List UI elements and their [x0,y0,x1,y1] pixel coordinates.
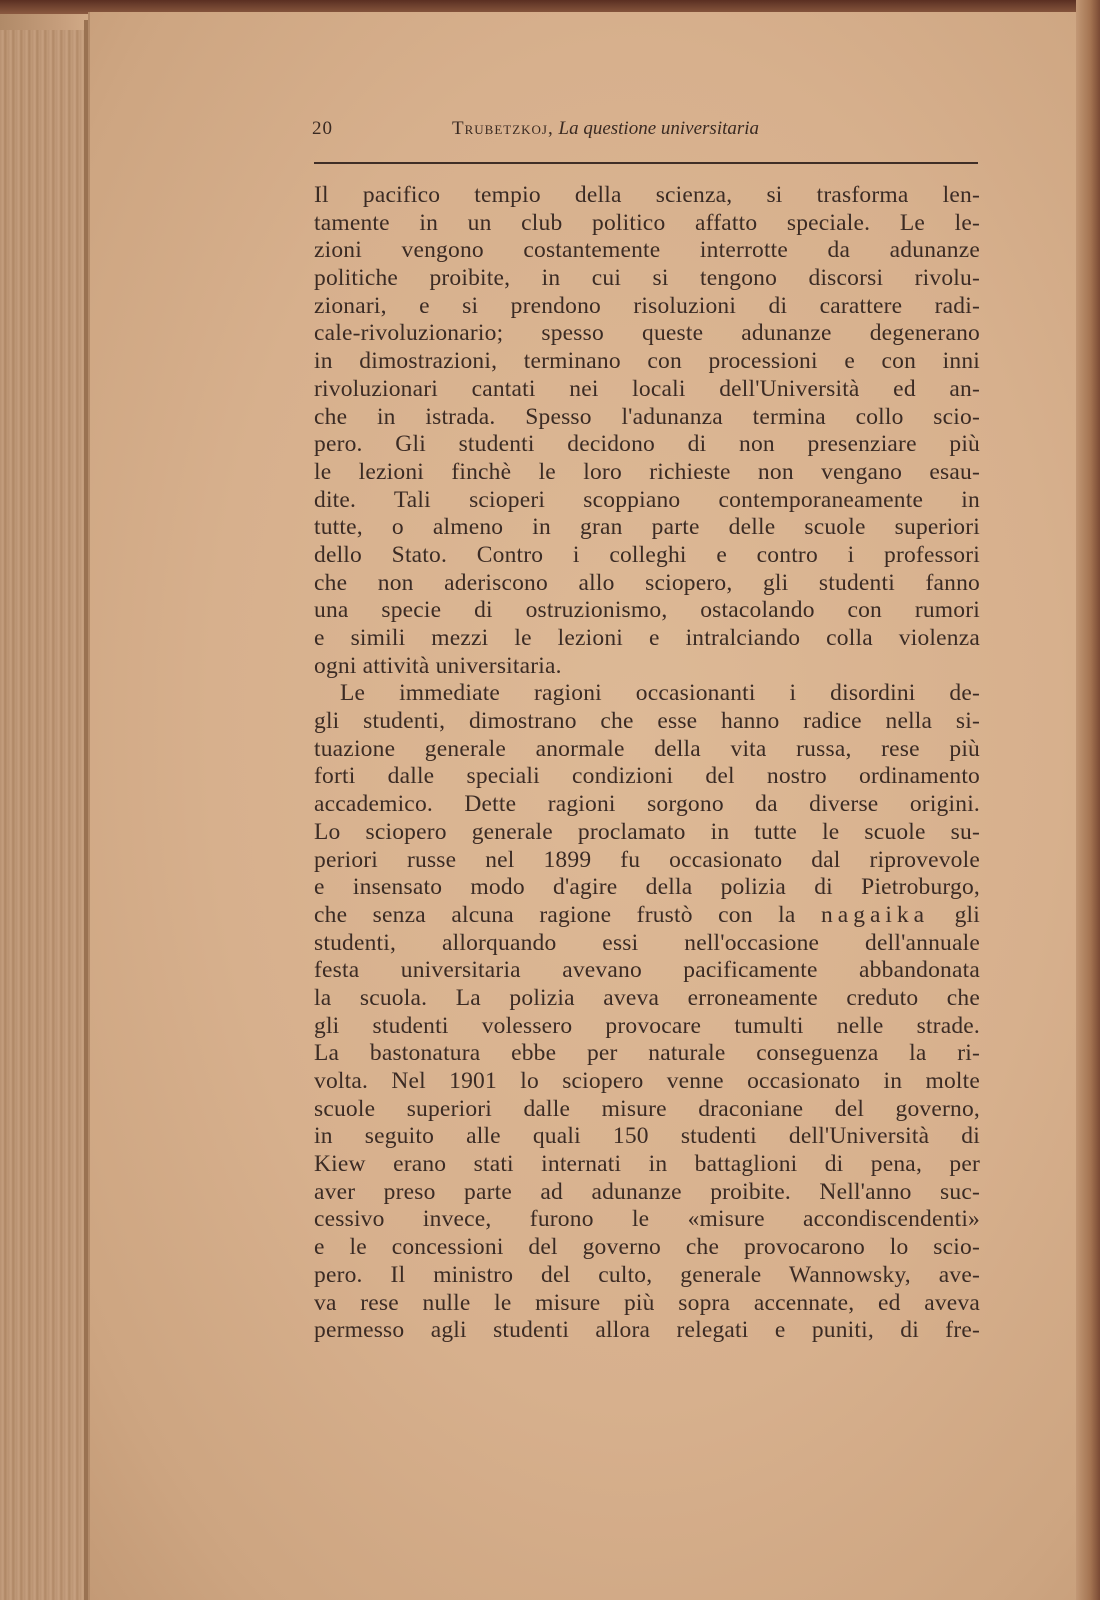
text-line: e le concessioni del governo che provocarono lo scio- [314,1234,980,1261]
text-line: zioni vengono costantemente interrotte da adunanze [314,237,980,264]
text-line-tail: gli [954,901,980,928]
text-line: rivoluzionari cantati nei locali dell'Università ed an- [314,375,980,402]
text-line: politiche proibite, in cui si tengono discorsi rivolu- [314,265,980,292]
text-line: Lo sciopero generale proclamato in tutte le scuole su- [314,818,980,845]
text-line: zionari, e si prendono risoluzioni di carattere radi- [314,292,980,319]
text-line: una specie di ostruzionismo, ostacolando con rumori [314,597,980,624]
text-line: che non aderiscono allo sciopero, gli studenti fanno [314,569,980,596]
text-line: in dimostrazioni, terminano con processioni e con inni [314,348,980,375]
text-line: pero. Gli studenti decidono di non presenziare più [314,431,980,458]
text-line: cale-rivoluzionario; spesso queste adunanze degenerano [314,320,980,347]
text-line: permesso agli studenti allora relegati e puniti, di fre- [314,1317,980,1344]
page-number: 20 [312,118,333,139]
text-line: forti dalle speciali condizioni del nostro ordinamento [314,763,980,790]
text-line: e insensato modo d'agire della polizia di Pietroburgo, [314,874,980,901]
text-line: accademico. Dette ragioni sorgono da diverse origini. [314,791,980,818]
text-line: tutte, o almeno in gran parte delle scuole superiori [314,514,980,541]
text-line: aver preso parte ad adunanze proibite. Nell'anno suc- [314,1178,980,1205]
text-line: Kiew erano stati internati in battaglioni di pena, per [314,1151,980,1178]
text-line: le lezioni finchè le loro richieste non vengano esau- [314,458,980,485]
author-name: Trubetzkoj, [452,118,554,139]
text-line: scuole superiori dalle misure draconiane del governo, [314,1095,980,1122]
text-line: cessivo invece, furono le «misure accondiscendenti» [314,1206,980,1233]
text-line: la scuola. La polizia aveva erroneamente creduto che [314,984,980,1011]
text-line: festa universitaria avevano pacificamente abbandonata [314,957,980,984]
stacked-page-edges [0,30,88,1600]
text-line: volta. Nel 1901 lo sciopero venne occasionato in molte [314,1068,980,1094]
text-line: che in istrada. Spesso l'adunanza termina collo scio- [314,403,980,430]
book-right-edge [1076,0,1100,1600]
text-line: e simili mezzi le lezioni e intralciando colla violenza [314,625,980,651]
text-line: dite. Tali scioperi scoppiano contemporaneamente in [314,486,980,513]
text-line: Il pacifico tempio della scienza, si trasforma len- [314,182,980,208]
text-line: va rese nulle le misure più sopra accennate, ed aveva [314,1289,980,1316]
text-line: gli studenti, dimostrano che esse hanno radice nella si- [314,708,980,735]
text-line: dello Stato. Contro i colleghi e contro i professori [314,541,980,568]
paragraph-first-line: Le immediate ragioni occasionanti i disordini de- [340,680,980,707]
text-line-head: che senza alcuna ragione frustò con la [314,901,796,928]
text-line-with-spaced-word [314,902,980,930]
text-line: in seguito alle quali 150 studenti dell'Università di [314,1123,980,1150]
text-line: studenti, allorquando essi nell'occasione dell'annuale [314,929,980,956]
work-title: La questione universitaria [558,118,760,139]
text-line: tuazione generale anormale della vita russa, rese più [314,735,980,762]
text-line: periori russe nel 1899 fu occasionato dal riprovevole [314,846,980,873]
body-text [314,182,980,1345]
spaced-word-nagaika: nagaika [821,901,930,928]
text-line: La bastonatura ebbe per naturale conseguenza la ri- [314,1040,980,1067]
text-line: gli studenti volessero provocare tumulti nelle strade. [314,1012,980,1039]
text-line: tamente in un club politico affatto speciale. Le le- [314,209,980,236]
paragraph-last-line: ogni attività universitaria. [314,652,562,679]
header-rule [314,162,978,164]
running-head [312,118,984,144]
text-line: pero. Il ministro del culto, generale Wannowsky, ave- [314,1261,980,1288]
running-title [452,118,759,140]
